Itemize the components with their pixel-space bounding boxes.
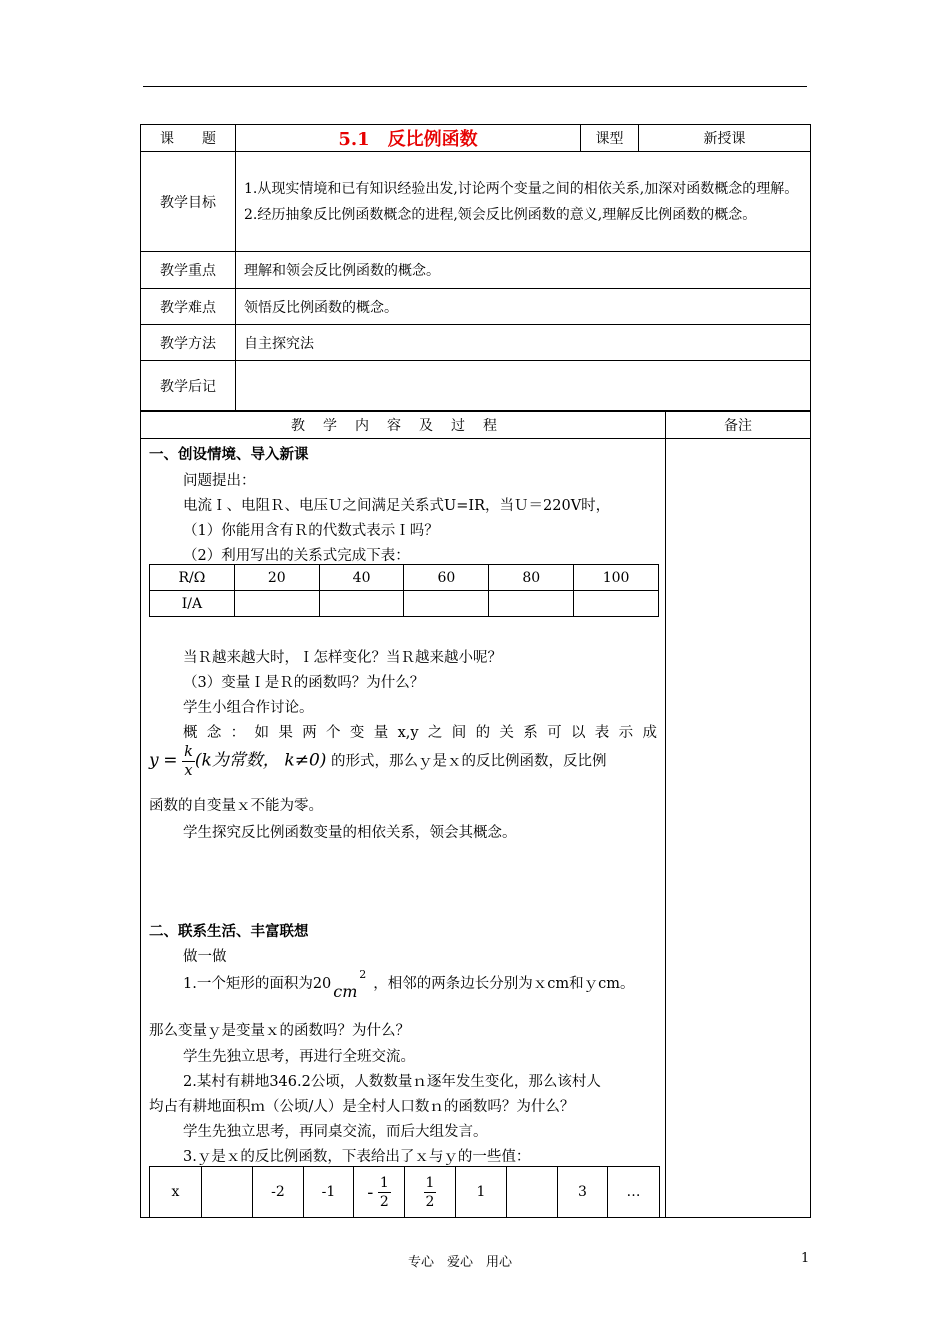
s2-line-6: 均占有耕地面积ｍ（公顷/人）是全村人口数ｎ的函数吗？为什么？ <box>149 1099 575 1115</box>
formula-num: k <box>184 744 193 760</box>
type-label: 课型 <box>581 125 639 152</box>
table-cell-neg-half <box>354 1167 405 1218</box>
objective-1: 1.从现实情境和已有知识经验出发,讨论两个变量之间的相依关系,加深对函数概念的理解。 <box>244 180 799 197</box>
topic-label: 课 题 <box>141 125 236 152</box>
formula-eq: = <box>163 750 178 771</box>
lesson-title: 5.1 反比例函数 <box>236 125 581 152</box>
fraction-den: 2 <box>425 1193 435 1210</box>
s2-line-2b: ，相邻的两条边长分别为ｘcm和ｙcm。 <box>373 976 635 992</box>
formula-y: y <box>149 750 159 771</box>
unit-sup: 2 <box>359 968 367 981</box>
s2-line-2 <box>183 968 657 1001</box>
minus-sign: - <box>367 1181 374 1203</box>
table-cell: 1 <box>456 1167 507 1218</box>
type-value: 新授课 <box>639 125 811 152</box>
resistance-current-table <box>149 564 659 617</box>
table-cell <box>507 1167 558 1218</box>
table-cell: 3 <box>558 1167 608 1218</box>
formula-fraction <box>182 743 195 780</box>
key-points: 理解和领会反比例函数的概念。 <box>236 252 811 289</box>
area-unit <box>331 968 373 1001</box>
s1-line-11: 学生探究反比例函数变量的相依关系，领会其概念。 <box>183 825 517 841</box>
key-points-label: 教学重点 <box>141 252 236 289</box>
table-cell: I/A <box>150 591 235 617</box>
formula-after: 的形式，那么ｙ是ｘ的反比例函数，反比例 <box>331 753 607 770</box>
s1-line-6: （3）变量Ｉ是Ｒ的函数吗？为什么？ <box>183 675 425 691</box>
fraction-num: 1 <box>425 1174 435 1191</box>
fraction <box>378 1174 391 1211</box>
table-cell: x <box>150 1167 202 1218</box>
table-cell: -1 <box>304 1167 354 1218</box>
table-cell <box>489 591 574 617</box>
table-cell <box>234 591 319 617</box>
section1-title: 一、创设情境、导入新课 <box>149 447 309 463</box>
s2-line-2a: 1.一个矩形的面积为20 <box>183 976 332 992</box>
s1-line-1: 问题提出： <box>183 473 256 489</box>
fraction-num: 1 <box>379 1174 389 1191</box>
s1-line-2: 电流Ｉ、电阻Ｒ、电压Ｕ之间满足关系式U=IR，当Ｕ＝220V时， <box>183 498 611 514</box>
objective-2: 2.经历抽象反比例函数概念的进程,领会反比例函数的意义,理解反比例函数的概念。 <box>244 206 757 223</box>
table-cell: 100 <box>574 565 659 591</box>
xy-values-table <box>149 1166 660 1218</box>
s1-line-7: 学生小组合作讨论。 <box>183 700 314 716</box>
formula-paren: (k为常数， <box>194 750 280 771</box>
process-body <box>141 439 666 1218</box>
s2-line-7: 学生先独立思考，再同桌交流，而后大组发言。 <box>183 1124 488 1140</box>
remarks-header: 备注 <box>666 411 811 439</box>
s1-line-10: 函数的自变量ｘ不能为零。 <box>149 798 323 814</box>
formula-neq: ≠0) <box>294 750 327 771</box>
table-cell: 60 <box>404 565 489 591</box>
formula-den: x <box>184 763 193 779</box>
process-header: 教学内容及过程 <box>141 411 666 439</box>
table-cell: … <box>608 1167 660 1218</box>
table-cell <box>319 591 404 617</box>
objectives-cell <box>236 152 811 252</box>
notes-label: 教学后记 <box>141 361 236 412</box>
s1-line-3: （1）你能用含有Ｒ的代数式表示Ｉ吗？ <box>183 523 439 539</box>
method: 自主探究法 <box>236 325 811 361</box>
difficulty: 领悟反比例函数的概念。 <box>236 289 811 325</box>
table-cell: 40 <box>319 565 404 591</box>
s1-line-8: 概念：如果两个变量x,y之间的关系可以表示成 <box>183 725 657 741</box>
table-cell: 80 <box>489 565 574 591</box>
unit-cm: cm <box>333 982 358 1001</box>
table-cell <box>574 591 659 617</box>
table-cell <box>404 591 489 617</box>
table-cell: -2 <box>253 1167 304 1218</box>
table-cell: R/Ω <box>150 565 235 591</box>
header-rule <box>143 86 807 87</box>
s2-line-8: 3.ｙ是ｘ的反比例函数，下表给出了ｘ与ｙ的一些值： <box>183 1149 531 1165</box>
formula-line <box>149 743 657 780</box>
s1-line-5: 当Ｒ越来越大时，Ｉ怎样变化？当Ｒ越来越小呢？ <box>183 650 502 666</box>
notes-value <box>236 361 811 412</box>
s2-line-4: 学生先独立思考，再进行全班交流。 <box>183 1049 415 1065</box>
formula-k: k <box>284 750 295 771</box>
fraction <box>424 1174 437 1211</box>
lesson-info-table <box>140 124 811 412</box>
s2-line-1: 做一做 <box>183 949 227 965</box>
s2-line-3: 那么变量ｙ是变量ｘ的函数吗？为什么？ <box>149 1023 410 1039</box>
table-cell <box>202 1167 253 1218</box>
section2-title: 二、联系生活、丰富联想 <box>149 924 309 940</box>
s1-line-4: （2）利用写出的关系式完成下表： <box>183 548 410 564</box>
remarks-body <box>666 439 811 1218</box>
page-number: 1 <box>801 1251 810 1266</box>
lesson-content-table <box>140 410 811 1218</box>
fraction-den: 2 <box>379 1193 389 1210</box>
s2-line-5: 2.某村有耕地346.2公顷，人数数量ｎ逐年发生变化，那么该村人 <box>183 1074 601 1090</box>
difficulty-label: 教学难点 <box>141 289 236 325</box>
objectives-label: 教学目标 <box>141 152 236 252</box>
table-cell: 20 <box>234 565 319 591</box>
method-label: 教学方法 <box>141 325 236 361</box>
table-cell-half <box>405 1167 456 1218</box>
footer-motto: 专心 爱心 用心 <box>408 1255 513 1270</box>
